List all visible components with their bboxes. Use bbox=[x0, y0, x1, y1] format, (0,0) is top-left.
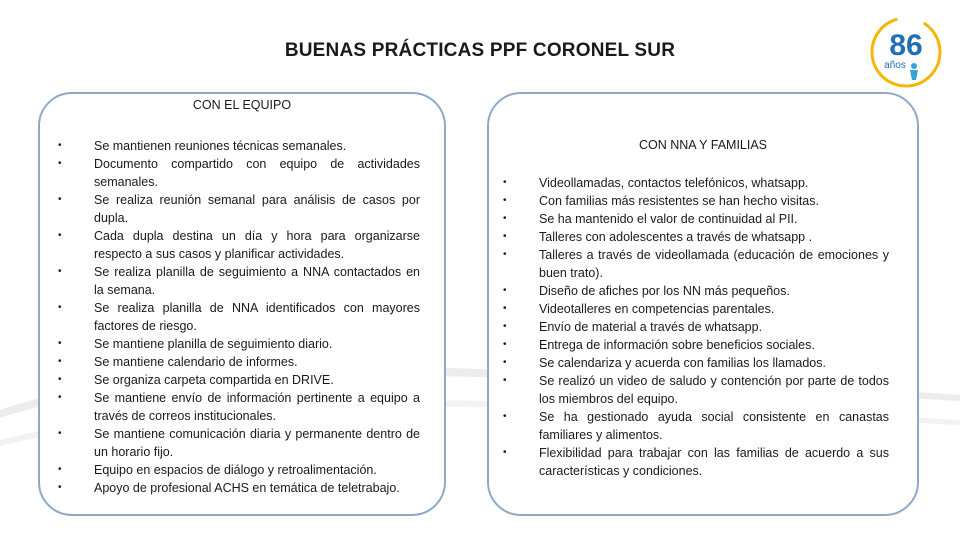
list-item: • Se mantiene envío de información pertinente a equipo a través de correos institucionales. bbox=[58, 391, 420, 423]
list-item: • Flexibilidad para trabajar con las familias de acuerdo a sus características y condiciones. bbox=[503, 446, 889, 478]
list-item-text: Se organiza carpeta compartida en DRIVE. bbox=[94, 373, 334, 387]
list-item-text: Con familias más resistentes se han hecho visitas. bbox=[539, 194, 819, 208]
list-item-text: Envío de material a través de whatsapp. bbox=[539, 320, 763, 334]
list-item: • Se mantiene comunicación diaria y permanente dentro de un horario fijo. bbox=[58, 427, 420, 459]
logo-number: 86 bbox=[889, 29, 923, 62]
list-item-text: Talleres con adolescentes a través de whatsapp . bbox=[539, 230, 813, 244]
person-figure-icon bbox=[910, 63, 918, 80]
list-item-text: Entrega de información sobre beneficios sociales. bbox=[539, 338, 815, 352]
list-item: • Se realiza planilla de seguimiento a NNA contactados en la semana. bbox=[58, 265, 420, 297]
list-item-text: Se realiza planilla de NNA identificados con mayores factores de riesgo. bbox=[94, 301, 420, 333]
team-practices-panel bbox=[38, 92, 446, 516]
list-item-text: Se realiza planilla de seguimiento a NNA contactados en la semana. bbox=[94, 265, 420, 297]
list-item-text: Se realizó un video de saludo y contención por parte de todos los miembros del equipo. bbox=[539, 374, 889, 406]
list-item: • Apoyo de profesional ACHS en temática de teletrabajo. bbox=[58, 481, 400, 495]
list-item: • Se mantiene calendario de informes. bbox=[58, 355, 298, 369]
list-item: • Entrega de información sobre beneficios sociales. bbox=[503, 338, 815, 352]
families-panel-heading: CON NNA Y FAMILIAS bbox=[638, 138, 768, 152]
list-item: • Se calendariza y acuerda con familias los llamados. bbox=[503, 356, 826, 370]
list-item: • Videollamadas, contactos telefónicos, whatsapp. bbox=[503, 176, 809, 190]
list-item-text: Se mantiene planilla de seguimiento diario. bbox=[94, 337, 333, 351]
list-item-text: Diseño de afiches por los NN más pequeños. bbox=[539, 284, 790, 298]
list-item-text: Equipo en espacios de diálogo y retroalimentación. bbox=[94, 463, 377, 477]
list-item: • Se realizó un video de saludo y contención por parte de todos los miembros del equipo. bbox=[503, 374, 889, 406]
list-item: • Se realiza planilla de NNA identificados con mayores factores de riesgo. bbox=[58, 301, 420, 333]
families-practices-panel bbox=[487, 92, 919, 516]
list-item: • Diseño de afiches por los NN más pequeños. bbox=[503, 284, 790, 298]
list-item: • Videotalleres en competencias parentales. bbox=[503, 302, 775, 316]
list-item: • Equipo en espacios de diálogo y retroalimentación. bbox=[58, 463, 377, 477]
list-item-text: Se mantienen reuniones técnicas semanales. bbox=[94, 139, 347, 153]
list-item-text: Se mantiene envío de información pertinente a equipo a través de correos institucionales. bbox=[94, 391, 420, 423]
list-item-text: Se mantiene calendario de informes. bbox=[94, 355, 298, 369]
list-item: • Se ha gestionado ayuda social consistente en canastas familiares y alimentos. bbox=[503, 410, 889, 442]
list-item-text: Apoyo de profesional ACHS en temática de teletrabajo. bbox=[94, 481, 400, 495]
list-item-text: Videollamadas, contactos telefónicos, whatsapp. bbox=[539, 176, 809, 190]
list-item: • Se mantienen reuniones técnicas semanales. bbox=[58, 139, 347, 153]
anniversary-logo bbox=[866, 12, 946, 92]
list-item: • Se ha mantenido el valor de continuidad al PII. bbox=[503, 212, 798, 226]
list-item: • Cada dupla destina un día y hora para organizarse respecto a sus casos y planificar actividades. bbox=[58, 229, 420, 261]
list-item: • Se organiza carpeta compartida en DRIVE. bbox=[58, 373, 334, 387]
list-item-text: Se calendariza y acuerda con familias los llamados. bbox=[539, 356, 826, 370]
list-item: • Documento compartido con equipo de actividades semanales. bbox=[58, 157, 420, 189]
list-item-text: Se realiza reunión semanal para análisis de casos por dupla. bbox=[94, 193, 420, 225]
list-item-text: Videotalleres en competencias parentales. bbox=[539, 302, 775, 316]
families-practices-list bbox=[503, 174, 889, 480]
list-item-text: Cada dupla destina un día y hora para organizarse respecto a sus casos y planificar actividades. bbox=[94, 229, 420, 261]
list-item-text: Talleres a través de videollamada (educación de emociones y buen trato). bbox=[539, 248, 889, 280]
list-item-text: Flexibilidad para trabajar con las familias de acuerdo a sus características y condiciones. bbox=[539, 446, 889, 478]
list-item-text: Se ha mantenido el valor de continuidad al PII. bbox=[539, 212, 798, 226]
list-item: • Talleres a través de videollamada (educación de emociones y buen trato). bbox=[503, 248, 889, 280]
list-item: • Con familias más resistentes se han hecho visitas. bbox=[503, 194, 819, 208]
team-panel-heading: CON EL EQUIPO bbox=[192, 98, 292, 112]
list-item-text: Se mantiene comunicación diaria y permanente dentro de un horario fijo. bbox=[94, 427, 420, 459]
page-title: BUENAS PRÁCTICAS PPF CORONEL SUR bbox=[284, 40, 676, 61]
list-item-text: Documento compartido con equipo de actividades semanales. bbox=[94, 157, 420, 189]
logo-text: años bbox=[884, 60, 906, 71]
list-item-text: Se ha gestionado ayuda social consistente en canastas familiares y alimentos. bbox=[539, 410, 889, 442]
list-item: • Se mantiene planilla de seguimiento diario. bbox=[58, 337, 333, 351]
list-item: • Talleres con adolescentes a través de whatsapp . bbox=[503, 230, 813, 244]
list-item: • Se realiza reunión semanal para análisis de casos por dupla. bbox=[58, 193, 420, 225]
list-item: • Envío de material a través de whatsapp. bbox=[503, 320, 763, 334]
team-practices-list bbox=[58, 137, 420, 497]
